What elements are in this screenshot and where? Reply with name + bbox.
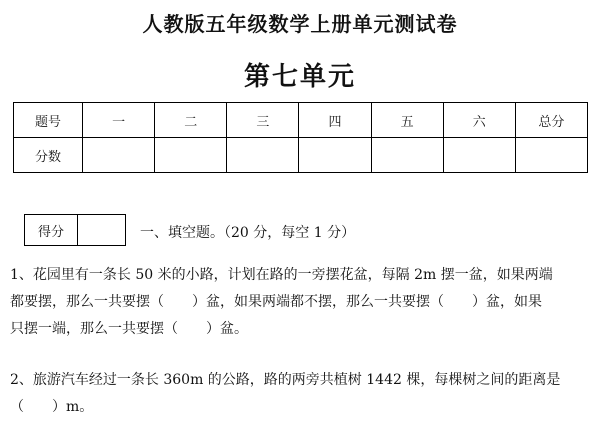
score-table-header-cell: 三 (227, 103, 299, 138)
section-score-box (24, 214, 126, 246)
score-table-header-cell: 四 (299, 103, 371, 138)
section-score-field[interactable] (78, 215, 125, 245)
question-line: 只摆一端，那么一共要摆（ ）盆。 (10, 321, 248, 337)
score-table-header-cell: 五 (371, 103, 443, 138)
question-2 (10, 367, 590, 421)
score-cell[interactable] (299, 138, 371, 173)
score-cell[interactable] (443, 138, 515, 173)
score-cell[interactable] (515, 138, 587, 173)
score-table (13, 102, 588, 173)
unit-title: 第七单元 (243, 62, 356, 92)
section-score-label: 得分 (25, 215, 78, 245)
score-cell[interactable] (83, 138, 155, 173)
score-cell[interactable] (227, 138, 299, 173)
score-table-score-row (14, 138, 588, 173)
section-heading: 一、填空题。（20 分，每空 1 分） (140, 225, 356, 241)
score-table-header-cell: 题号 (14, 103, 83, 138)
question-line: （ ）m。 (10, 399, 94, 415)
score-cell[interactable] (155, 138, 227, 173)
score-table-header-cell: 总分 (515, 103, 587, 138)
question-line: 2、旅游汽车经过一条长 360m 的公路，路的两旁共植树 1442 棵，每棵树之间的距离是 (10, 372, 561, 388)
score-table-header-row (14, 103, 588, 138)
question-line: 都要摆，那么一共要摆（ ）盆，如果两端都不摆，那么一共要摆（ ）盆，如果 (10, 294, 542, 310)
score-row-label: 分数 (14, 138, 83, 173)
question-1 (10, 262, 590, 343)
question-line: 1、花园里有一条长 50 米的小路，计划在路的一旁摆花盆，每隔 2m 摆一盆，如果两端 (10, 267, 553, 283)
score-table-header-cell: 六 (443, 103, 515, 138)
score-cell[interactable] (371, 138, 443, 173)
score-table-header-cell: 二 (155, 103, 227, 138)
page-title: 人教版五年级数学上册单元测试卷 (142, 12, 458, 36)
score-table-header-cell: 一 (83, 103, 155, 138)
